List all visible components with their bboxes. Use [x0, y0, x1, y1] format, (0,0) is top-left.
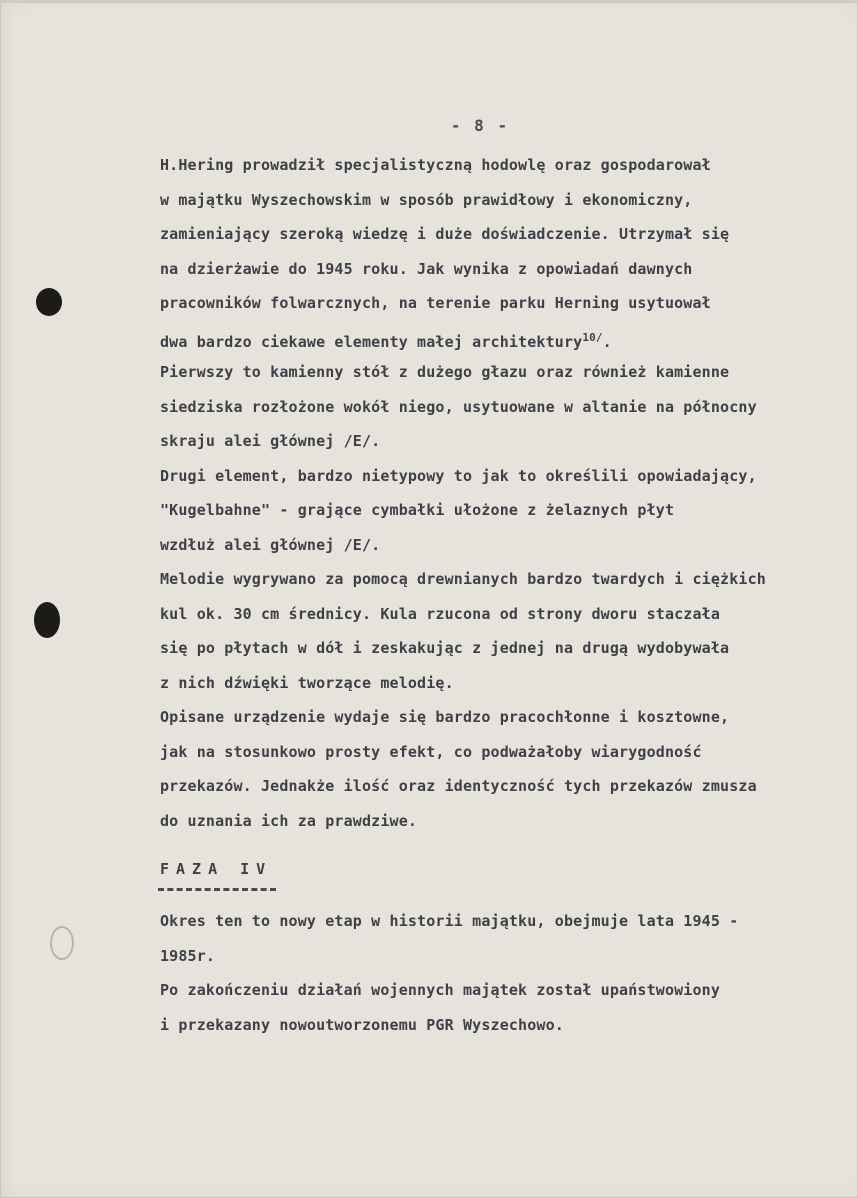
text-line: Opisane urządzenie wydaje się bardzo pracochłonne i kosztowne,	[160, 708, 730, 726]
text-line-content: dwa bardzo ciekawe elementy małej architektury	[160, 332, 583, 351]
page-top-edge	[0, 0, 858, 3]
text-line: na dzierżawie do 1945 roku. Jak wynika z opowiadań dawnych	[160, 259, 693, 278]
text-line: siedziska rozłożone wokół niego, usytuowane w altanie na północny	[160, 397, 757, 416]
text-line: Pierwszy to kamienny stół z dużego głazu oraz również kamienne	[160, 363, 730, 381]
section-heading: FAZA IV	[160, 860, 273, 878]
text-line: przekazów. Jednakże ilość oraz identyczność tych przekazów zmusza	[160, 777, 757, 795]
section-paragraph	[160, 904, 850, 1042]
text-line: jak na stosunkowo prosty efekt, co podważałoby wiarygodność	[160, 742, 702, 761]
text-line: się po płytach w dół i zeskakując z jednej na drugą wydobywała	[160, 639, 730, 657]
text-line: i przekazany nowoutworzonemu PGR Wyszechowo.	[160, 1015, 564, 1034]
section-heading-underline	[158, 888, 276, 891]
footnote-marker: 10/	[582, 330, 603, 344]
text-line: skraju alei głównej /E/.	[160, 432, 381, 450]
text-line: Drugi element, bardzo nietypowy to jak to określili opowiadający,	[160, 466, 757, 485]
text-line: Po zakończeniu działań wojennych majątek został upaństwowiony	[160, 981, 721, 999]
text-line: z nich dźwięki tworzące melodię.	[160, 673, 454, 692]
page-number: - 8 -	[450, 116, 510, 135]
footnote-suffix: .	[602, 332, 612, 351]
punch-hole-bottom	[50, 926, 74, 960]
punch-hole-middle	[34, 602, 60, 638]
text-line: zamieniający szeroką wiedzę i duże doświadczenie. Utrzymał się	[160, 225, 730, 243]
text-line: w majątku Wyszechowskim w sposób prawidłowy i ekonomiczny,	[160, 190, 693, 209]
text-line: pracowników folwarcznych, na terenie parku Herning usytuował	[160, 294, 711, 312]
main-paragraph	[160, 148, 850, 838]
text-line: H.Hering prowadził specjalistyczną hodowlę oraz gospodarował	[160, 156, 711, 174]
punch-hole-top	[36, 288, 62, 316]
text-line: 1985r.	[160, 946, 216, 965]
text-line: do uznania ich za prawdziwe.	[160, 811, 418, 830]
text-line: wzdłuż alei głównej /E/.	[160, 535, 381, 554]
text-line: kul ok. 30 cm średnicy. Kula rzucona od strony dworu staczała	[160, 604, 721, 623]
text-line-with-footnote	[160, 321, 850, 356]
text-line: Okres ten to nowy etap w historii majątku, obejmuje lata 1945 -	[160, 912, 739, 930]
text-line: "Kugelbahne" - grające cymbałki ułożone z żelaznych płyt	[160, 501, 675, 519]
text-line: Melodie wygrywano za pomocą drewnianych bardzo twardych i ciężkich	[160, 570, 766, 588]
